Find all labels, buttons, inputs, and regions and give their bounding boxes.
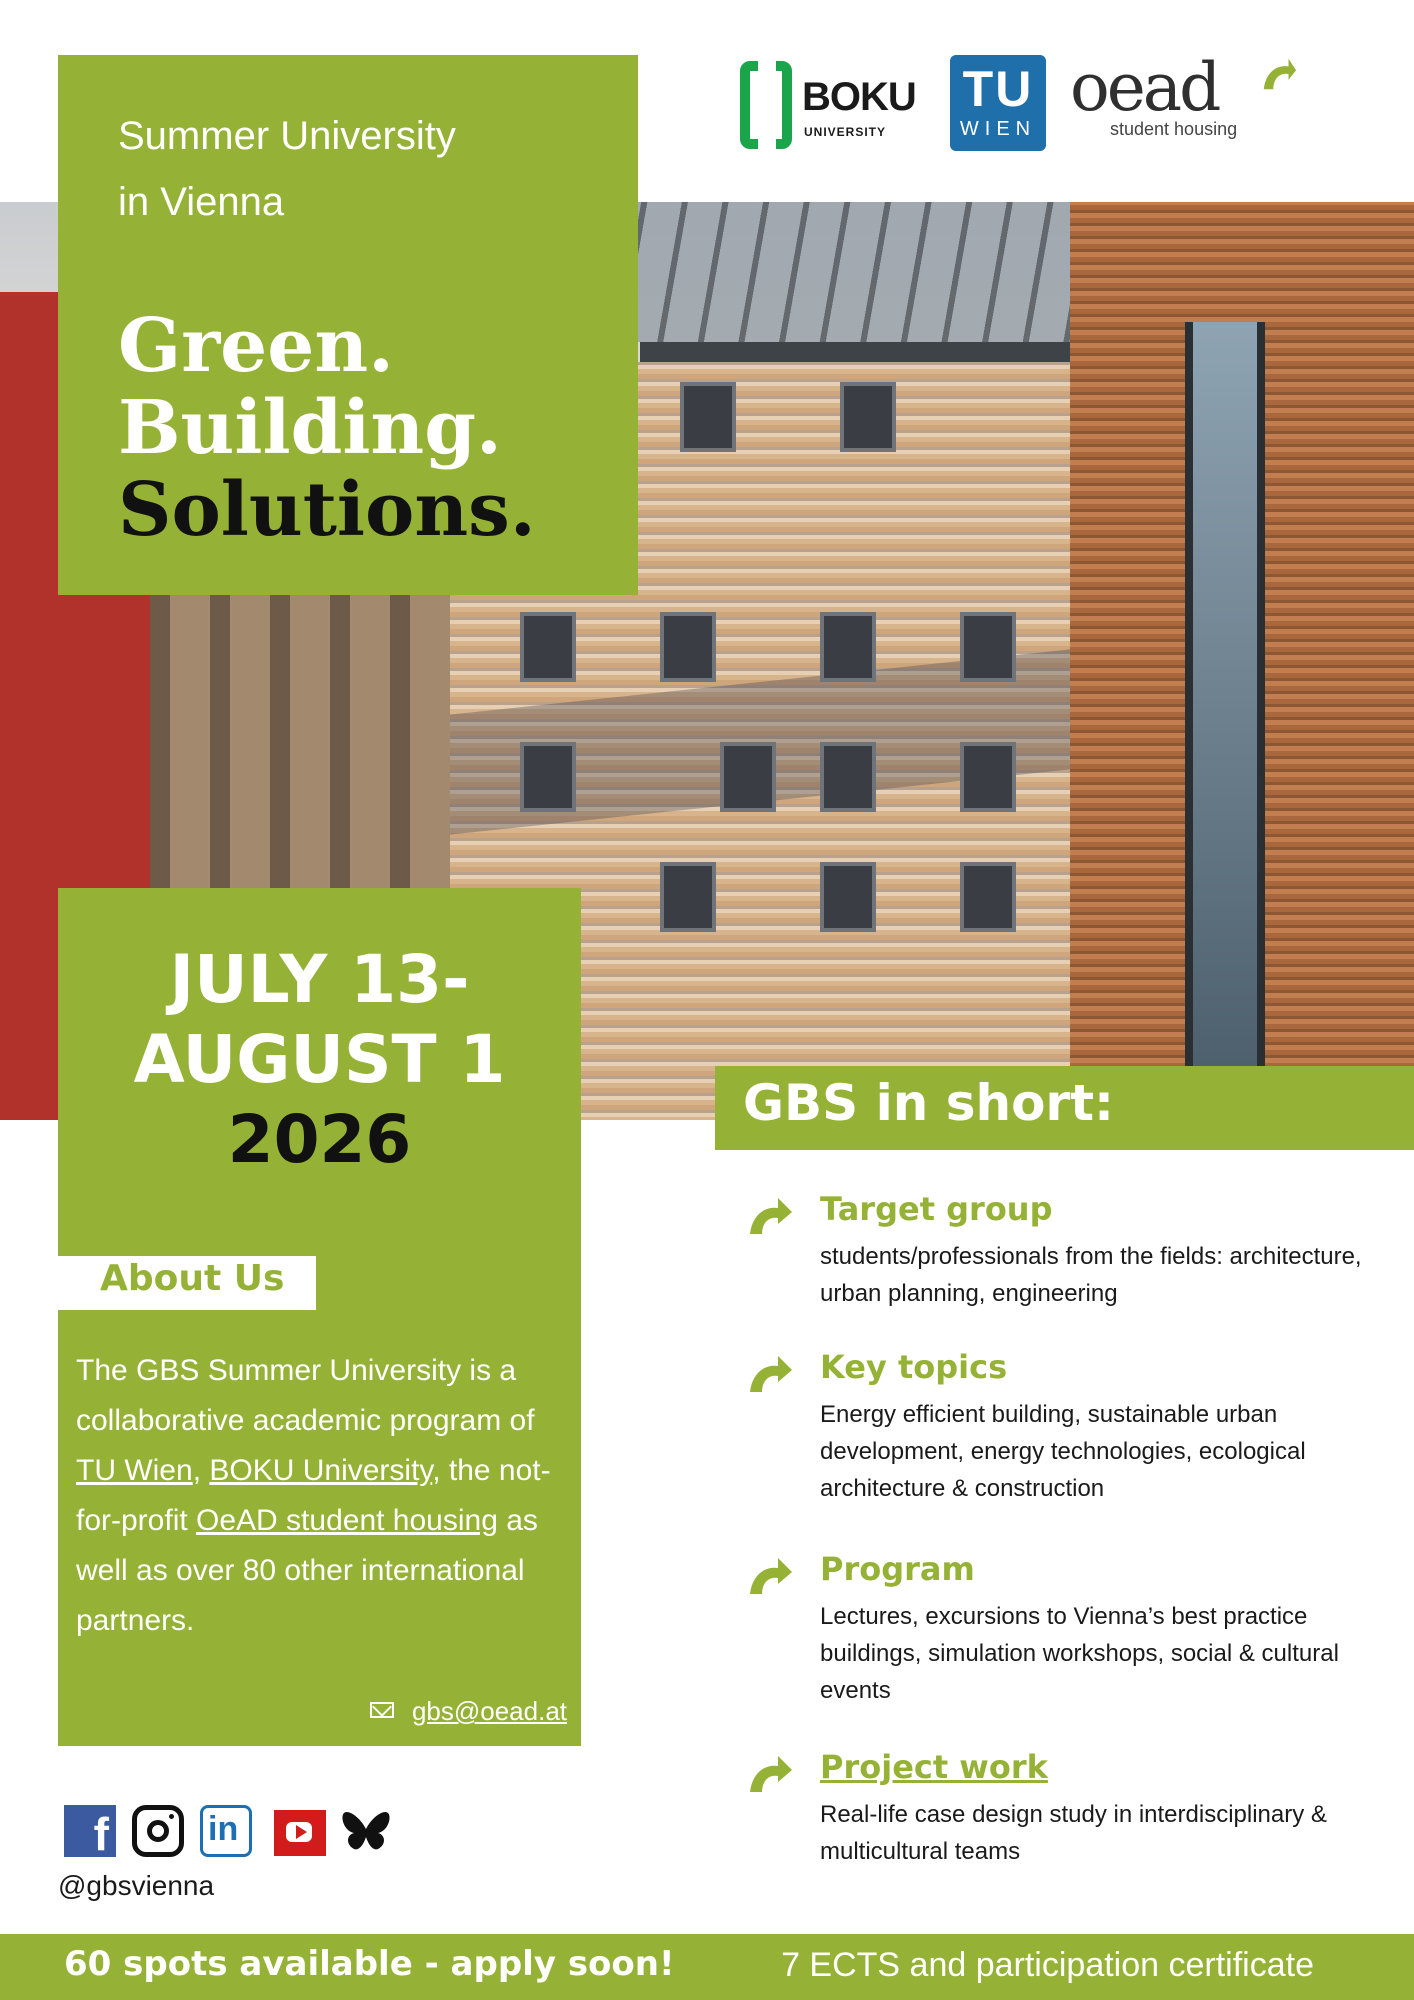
- tu-wordmark: TU: [962, 61, 1034, 117]
- window: [960, 862, 1016, 932]
- glass-stairwell: [1185, 322, 1265, 1120]
- boku-bracket-icon: [740, 61, 792, 149]
- social-handle: @gbsvienna: [58, 1870, 215, 1901]
- window: [660, 862, 716, 932]
- item-text: students/professionals from the fields: architecture, urban planning, engineering: [820, 1243, 1362, 1307]
- ects-info: 7 ECTS and participation certificate: [781, 1946, 1314, 1984]
- bluesky-icon[interactable]: [340, 1805, 392, 1857]
- window: [520, 612, 576, 682]
- about-text-2: ,: [192, 1454, 210, 1487]
- window: [820, 742, 876, 812]
- headline-green: Green.: [118, 303, 394, 389]
- boku-logo[interactable]: [740, 61, 915, 151]
- headline: [118, 305, 578, 551]
- youtube-icon[interactable]: [274, 1810, 326, 1856]
- tu-wien-link[interactable]: TU Wien: [76, 1454, 193, 1487]
- subtitle-line-2: in Vienna: [118, 180, 285, 224]
- date-line-2: AUGUST 1: [133, 1021, 506, 1098]
- item-text: Energy efficient building, sustainable urban development, energy technologies, ecological architecture & construction: [820, 1401, 1306, 1502]
- headline-solutions: Solutions.: [118, 467, 536, 553]
- item-text: Lectures, excursions to Vienna’s best practice buildings, simulation workshops, social & cultural events: [820, 1603, 1339, 1704]
- window: [720, 742, 776, 812]
- about-heading-tab: [58, 1256, 316, 1310]
- subtitle-line-1: Summer University: [118, 114, 456, 158]
- item-title: Program: [820, 1550, 975, 1588]
- headline-building: Building.: [118, 385, 502, 471]
- boku-link[interactable]: BOKU University: [209, 1454, 433, 1487]
- item-title: Key topics: [820, 1348, 1008, 1386]
- footer-bar: [0, 1934, 1414, 2000]
- envelope-icon: [370, 1702, 394, 1718]
- oead-arrow-icon: [748, 1556, 794, 1596]
- facebook-icon[interactable]: f: [64, 1805, 116, 1857]
- oead-link[interactable]: OeAD student housing: [196, 1504, 498, 1537]
- about-text-3: , the not-for-profit: [76, 1454, 551, 1537]
- oead-arrow-icon: [748, 1754, 794, 1794]
- oead-arrow-icon: [748, 1196, 794, 1236]
- oead-logo[interactable]: [1070, 49, 1310, 151]
- item-title: Target group: [820, 1190, 1053, 1228]
- email-contact: [370, 1696, 567, 1727]
- project-work-link[interactable]: Project work: [820, 1748, 1048, 1786]
- tu-subtitle: WIEN: [959, 118, 1037, 140]
- oead-wordmark: oead: [1070, 49, 1219, 126]
- oead-subtitle: student housing: [1110, 119, 1238, 139]
- window: [520, 742, 576, 812]
- about-text-4: as well as over 80 other international partners.: [76, 1504, 538, 1637]
- date-year: 2026: [227, 1101, 412, 1178]
- window: [820, 612, 876, 682]
- subtitle: [118, 103, 578, 235]
- title-box: [58, 55, 638, 595]
- window: [960, 612, 1016, 682]
- window: [680, 382, 736, 452]
- about-text-1: The GBS Summer University is a collaborative academic program of: [76, 1354, 535, 1437]
- linkedin-icon[interactable]: in: [200, 1805, 252, 1857]
- email-link[interactable]: gbs@oead.at: [411, 1696, 567, 1726]
- spots-available: 60 spots available - apply soon!: [64, 1944, 675, 1984]
- window: [820, 862, 876, 932]
- gbs-heading: GBS in short:: [743, 1074, 1114, 1132]
- about-heading: About Us: [100, 1258, 285, 1299]
- date-line-1: JULY 13-: [169, 941, 470, 1018]
- tu-wien-logo[interactable]: [950, 55, 1046, 151]
- event-dates: [58, 940, 581, 1180]
- date-about-box: [58, 888, 581, 1746]
- oead-arrow-icon: [1260, 55, 1298, 93]
- window: [840, 382, 896, 452]
- instagram-icon[interactable]: [132, 1805, 184, 1857]
- boku-wordmark: BOKU: [802, 75, 916, 119]
- item-text: Real-life case design study in interdisciplinary & multicultural teams: [820, 1801, 1327, 1865]
- gbs-heading-bar: [715, 1066, 1414, 1150]
- window: [660, 612, 716, 682]
- window: [960, 742, 1016, 812]
- oead-arrow-icon: [748, 1354, 794, 1394]
- about-text: [76, 1346, 566, 1646]
- boku-subtitle: UNIVERSITY: [804, 125, 887, 139]
